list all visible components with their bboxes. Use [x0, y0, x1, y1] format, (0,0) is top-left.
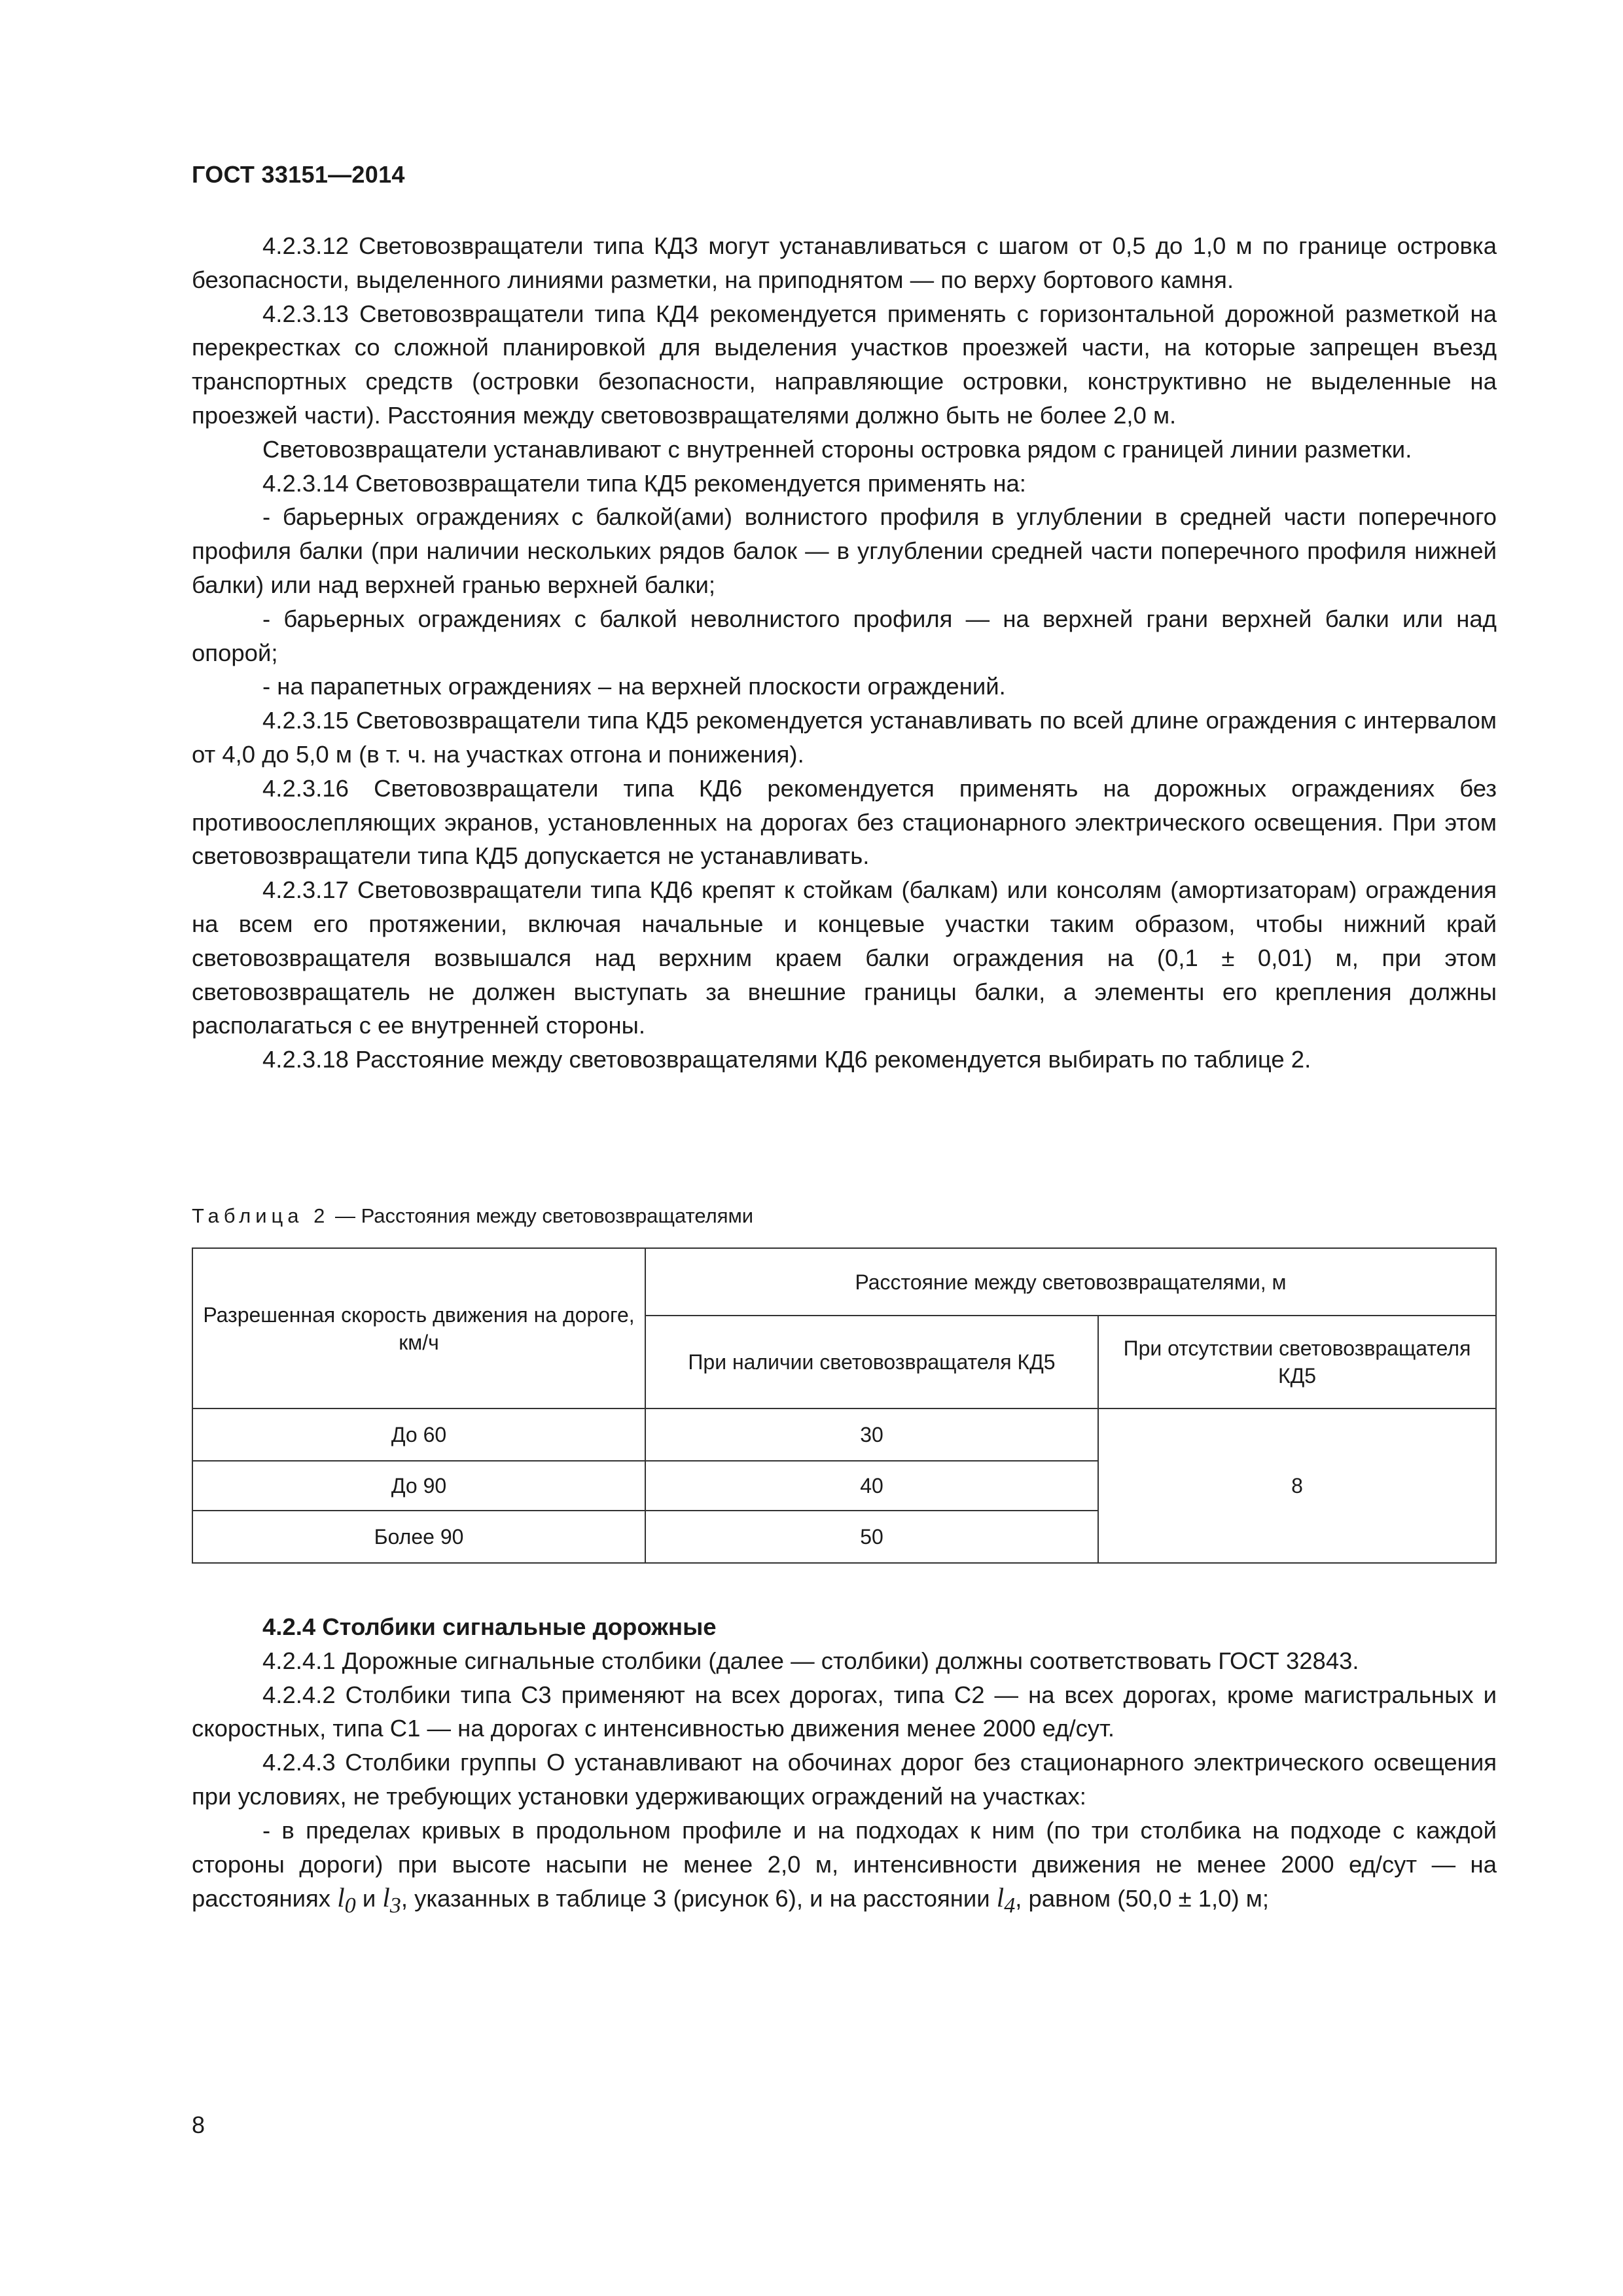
curves-text-1: - в пределах кривых в продольном профиле и на подходах к ним (по три столбика на подходе с каждой стороны дороги) при высоте насыпи не менее 2,0 м, интенсивности движения не менее 2000 ед/сут — на расстояниях — [192, 1816, 1497, 1912]
cell-speed-over-90: Более 90 — [192, 1511, 645, 1563]
curves-text-2: и — [355, 1885, 383, 1912]
table-caption — [192, 1204, 753, 1228]
list-item-wave-barrier: - барьерных ограждениях с балкой(ами) волнистого профиля в углублении в средней части поперечного профиля балки (при наличии нескольких рядов балок — в углублении средней части поперечного профиля нижней балки) или над верхней гранью верхней балки; — [192, 503, 1497, 598]
list-item-curves — [192, 1814, 1497, 1924]
cell-with-60: 30 — [645, 1408, 1098, 1461]
header-without-kd5: При отсутствии световозвращателя КД5 — [1098, 1316, 1496, 1408]
paragraph-reflector-placement: Световозвращатели устанавливают с внутренней стороны островка рядом с границей линии разметки. — [262, 435, 1412, 463]
curves-text-4: , равном (50,0 ± 1,0) м; — [1015, 1885, 1270, 1912]
curves-text-3: , указанных в таблице 3 (рисунок 6), и на расстоянии — [401, 1885, 997, 1912]
paragraph-4-2-4-1: 4.2.4.1 Дорожные сигнальные столбики (далее — столбики) должны соответствовать ГОСТ 32843. — [262, 1647, 1359, 1674]
var-l4: $l_4$ — [996, 1882, 1016, 1918]
table-caption-text: — Расстояния между световозвращателями — [329, 1204, 754, 1227]
distance-table — [192, 1247, 1497, 1564]
cell-with-90: 40 — [645, 1461, 1098, 1511]
document-header: ГОСТ 33151—2014 — [192, 161, 405, 188]
paragraph-4-2-3-16: 4.2.3.16 Световозвращатели типа КД6 рекомендуется применять на дорожных ограждениях без противоослепляющих экранов, установленных на дорогах без стационарного электрического освещения. При этом световозвращатели типа КД5 допускается не устанавливать. — [192, 774, 1497, 870]
paragraph-4-2-3-17: 4.2.3.17 Световозвращатели типа КД6 крепят к стойкам (балкам) или консолям (амортизаторам) ограждения на всем его протяжении, включая начальные и концевые участки таким образом, чтобы нижний край световозвращателя возвышался над верхним краем балки ограждения на (0,1 ± 0,01) м, при этом световозвращатель не должен выступать за внешние границы балки, а элементы его крепления должны располагаться с ее внутренней стороны. — [192, 876, 1497, 1039]
paragraph-4-2-4-2: 4.2.4.2 Столбики типа С3 применяют на всех дорогах, типа С2 — на всех дорогах, кроме магистральных и скоростных, типа С1 — на дорогах с интенсивностью движения менее 2000 ед/сут. — [192, 1681, 1497, 1742]
cell-speed-60: До 60 — [192, 1408, 645, 1461]
header-distance: Расстояние между световозвращателями, м — [645, 1248, 1496, 1316]
page-number: 8 — [192, 2111, 205, 2138]
cell-without-all: 8 — [1098, 1408, 1496, 1563]
header-with-kd5: При наличии световозвращателя КД5 — [645, 1316, 1098, 1408]
list-item-flat-barrier: - барьерных ограждениях с балкой неволнистого профиля — на верхней грани верхней балки или над опорой; — [192, 605, 1497, 666]
body-text-top — [192, 229, 1497, 1077]
header-speed: Разрешенная скорость движения на дороге, км/ч — [192, 1248, 645, 1408]
var-l0: $l_0$ — [337, 1882, 356, 1918]
cell-speed-90: До 90 — [192, 1461, 645, 1511]
paragraph-4-2-3-14: 4.2.3.14 Световозвращатели типа КД5 рекомендуется применять на: — [262, 469, 1026, 497]
list-item-parapet: - на парапетных ограждениях – на верхней плоскости ограждений. — [262, 673, 1006, 700]
section-title: 4.2.4 Столбики сигнальные дорожные — [262, 1613, 717, 1640]
paragraph-4-2-4-3: 4.2.4.3 Столбики группы О устанавливают на обочинах дорог без стационарного электрического освещения при условиях, не требующих установки удерживающих ограждений на участках: — [192, 1749, 1497, 1810]
paragraph-4-2-3-13: 4.2.3.13 Световозвращатели типа КД4 рекомендуется применять с горизонтальной дорожной разметкой на перекрестках со сложной планировкой для выделения участков проезжей части, на которые запрещен въезд транспортных средств (островки безопасности, направляющие островки, конструктивно не выделенные на проезжей части). Расстояния между световозвращателями должно быть не более 2,0 м. — [192, 300, 1497, 429]
body-text-bottom — [192, 1610, 1497, 1923]
paragraph-4-2-3-15: 4.2.3.15 Световозвращатели типа КД5 рекомендуется устанавливать по всей длине ограждения с интервалом от 4,0 до 5,0 м (в т. ч. на участках отгона и понижения). — [192, 707, 1497, 768]
var-l3: $l_3$ — [382, 1882, 401, 1918]
paragraph-4-2-3-12: 4.2.3.12 Световозвращатели типа КДЗ могут устанавливаться с шагом от 0,5 до 1,0 м по границе островка безопасности, выделенного линиями разметки, на приподнятом — по верху бортового камня. — [192, 232, 1497, 293]
cell-with-over-90: 50 — [645, 1511, 1098, 1563]
paragraph-4-2-3-18: 4.2.3.18 Расстояние между световозвращателями КД6 рекомендуется выбирать по таблице 2. — [262, 1046, 1311, 1073]
table-caption-label: Таблица 2 — [192, 1204, 330, 1227]
